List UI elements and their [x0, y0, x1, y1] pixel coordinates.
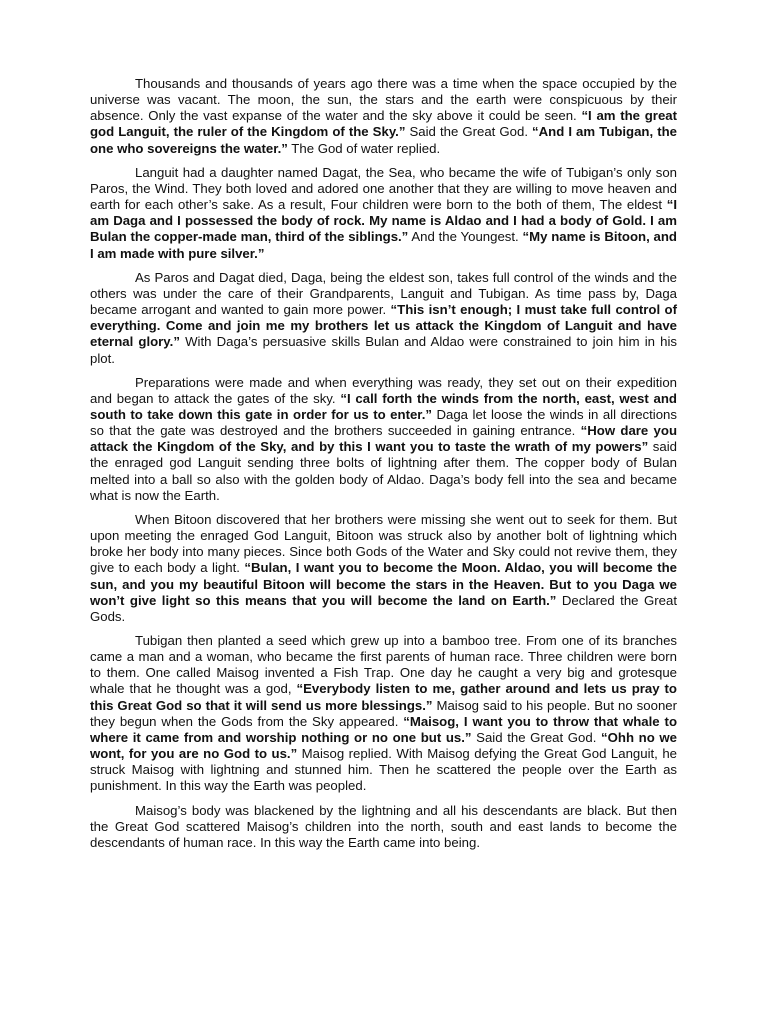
text-run: Languit had a daughter named Dagat, the Sea, who became the wife of Tubigan’s only son Paros, the Wind. They both loved and adored one another that they are willing to move heaven and earth for each other’s sake. As a result, Four children were born to the both of them, The eldest — [90, 164, 677, 213]
text-run: When Bitoon discovered that her brothers were missing she went out to seek for them. But upon meeting the enraged God Languit, Bitoon was struck also by another bolt of lightning which broke her body into many pieces. Since both Gods of the Water and Sky could not revive them, they give to each body a light. — [90, 511, 677, 576]
quote-maisog-reply: “Ohh no we wont, for you are no God to us.” — [90, 729, 678, 762]
text-run: Maisog’s body was blackened by the lightning and all his descendants are black. But then the Great God scattered Maisog’s children into the north, south and east lands to become the descendants of human race. In this way the Earth came into being. — [90, 802, 677, 850]
text-run: Maisog replied. With Maisog defying the Great God Languit, he struck Maisog with lightning and stunned him. Then he scattered the people over the Earth as punishment. In this way the Earth was peopled. — [90, 746, 677, 794]
paragraph-4 — [90, 375, 677, 504]
text-run: Said the Great God. — [471, 729, 602, 745]
paragraph-6 — [90, 633, 677, 795]
text-run: Declared the Great Gods. — [90, 592, 677, 624]
text-run: With Daga’s persuasive skills Bulan and Aldao were constrained to join him in his plot. — [90, 334, 677, 366]
text-run: Tubigan then planted a seed which grew up into a bamboo tree. From one of its branches came a man and a woman, who became the first parents of human race. Three children were born to them. One called Maisog invented a Fish Trap. One day he caught a very big and grotesque whale that he thought was a god, — [90, 633, 677, 697]
paragraph-7 — [90, 803, 677, 851]
quote-languit: “I am the great god Languit, the ruler of the Kingdom of the Sky.” — [90, 108, 678, 140]
quote-bitoon: “My name is Bitoon, and I am made with pure silver.” — [90, 229, 677, 261]
quote-daga: “This isn’t enough; I must take full control of everything. Come and join me my brothers let us attack the Kingdom of Languit and have eternal glory.” — [90, 302, 677, 350]
text-run: And the Youngest. — [408, 229, 523, 245]
text-run: Preparations were made and when everything was ready, they set out on their expedition and began to attack the gates of the sky. — [90, 374, 677, 406]
text-run: Said the Great God. — [405, 124, 533, 140]
paragraph-2 — [90, 165, 677, 262]
text-run: Maisog said to his people. But no sooner they begun when the Gods from the Sky appeared. — [90, 697, 677, 729]
paragraph-1 — [90, 76, 677, 157]
quote-great-god-command: “Maisog, I want you to throw that whale to where it came from and worship nothing or no one but us.” — [90, 713, 677, 745]
quote-tubigan: “And I am Tubigan, the one who sovereigns the water.” — [90, 124, 677, 156]
quote-great-gods: “Bulan, I want you to become the Moon. Aldao, you will become the sun, and you my beautiful Bitoon will become the stars in the Heaven. But to you Daga we won’t give light so this means that you will become the land on Earth.” — [90, 560, 678, 608]
paragraph-3 — [90, 270, 677, 367]
text-run: As Paros and Dagat died, Daga, being the eldest son, takes full control of the winds and the others was under the care of their Grandparents, Languit and Tubigan. As time pass by, Daga became arrogant and wanted to gain more power. — [90, 269, 677, 318]
text-run: The God of water replied. — [287, 140, 441, 156]
text-run: Thousands and thousands of years ago there was a time when the space occupied by the universe was vacant. The moon, the sun, the stars and the earth were conspicuous by their absence. Only the vast expanse of the water and the sky above it could be seen. — [90, 76, 677, 124]
quote-languit-wrath: “How dare you attack the Kingdom of the Sky, and by this I want you to taste the wrath of my powers” — [90, 423, 677, 455]
text-run: Daga let loose the winds in all directions so that the gate was destroyed and the brothers succeeded in gaining entrance. — [90, 406, 677, 439]
quote-maisog-prayer: “Everybody listen to me, gather around and lets us pray to this Great God so that it will send us more blessings.” — [90, 681, 677, 713]
quote-winds: “I call forth the winds from the north, east, west and south to take down this gate in order for us to enter.” — [90, 390, 677, 422]
text-run: said the enraged god Languit sending three bolts of lightning after them. The copper body of Bulan melted into a ball so also with the golden body of Aldao. Daga’s body fell into the sea and became what is now the Earth. — [90, 439, 678, 503]
quote-siblings: “I am Daga and I possessed the body of rock. My name is Aldao and I had a body of Gold. I am Bulan the copper-made man, third of the siblings.” — [90, 197, 677, 245]
paragraph-5 — [90, 512, 677, 625]
document-page — [90, 76, 677, 859]
